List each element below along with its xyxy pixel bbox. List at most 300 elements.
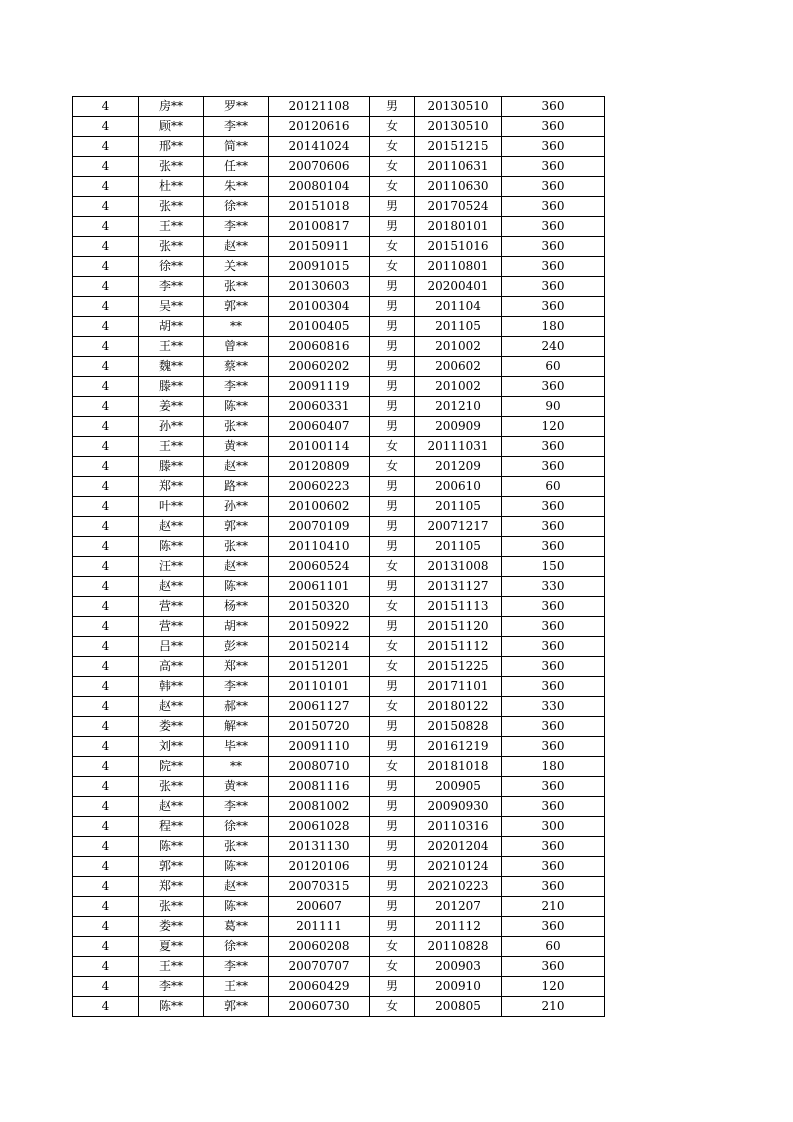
table-row: [73, 317, 605, 337]
start-date-cell: 20120616: [269, 117, 370, 137]
start-date-cell: 20120809: [269, 457, 370, 477]
name-cell: 李**: [139, 277, 204, 297]
gender-cell: 女: [370, 117, 415, 137]
end-date-cell: 201112: [415, 917, 502, 937]
start-date-cell: 20100817: [269, 217, 370, 237]
related-name-cell: 简**: [204, 137, 269, 157]
gender-cell: 男: [370, 977, 415, 997]
gender-cell: 女: [370, 157, 415, 177]
group-cell: 4: [73, 97, 139, 117]
name-cell: 娄**: [139, 717, 204, 737]
start-date-cell: 20150214: [269, 637, 370, 657]
days-cell: 120: [502, 417, 605, 437]
group-cell: 4: [73, 477, 139, 497]
gender-cell: 男: [370, 877, 415, 897]
group-cell: 4: [73, 917, 139, 937]
days-cell: 360: [502, 177, 605, 197]
name-cell: 王**: [139, 957, 204, 977]
gender-cell: 男: [370, 337, 415, 357]
group-cell: 4: [73, 937, 139, 957]
days-cell: 360: [502, 217, 605, 237]
end-date-cell: 20201204: [415, 837, 502, 857]
related-name-cell: 曾**: [204, 337, 269, 357]
start-date-cell: 20091119: [269, 377, 370, 397]
end-date-cell: 200910: [415, 977, 502, 997]
group-cell: 4: [73, 457, 139, 477]
days-cell: 360: [502, 157, 605, 177]
table-row: [73, 357, 605, 377]
days-cell: 210: [502, 997, 605, 1017]
related-name-cell: 郑**: [204, 657, 269, 677]
group-cell: 4: [73, 597, 139, 617]
gender-cell: 女: [370, 177, 415, 197]
days-cell: 360: [502, 497, 605, 517]
table-row: [73, 697, 605, 717]
group-cell: 4: [73, 397, 139, 417]
start-date-cell: 20151201: [269, 657, 370, 677]
gender-cell: 男: [370, 417, 415, 437]
group-cell: 4: [73, 437, 139, 457]
end-date-cell: 20151113: [415, 597, 502, 617]
records-table-body: [73, 97, 605, 1017]
table-row: [73, 97, 605, 117]
related-name-cell: 张**: [204, 837, 269, 857]
start-date-cell: 20100304: [269, 297, 370, 317]
days-cell: 360: [502, 277, 605, 297]
gender-cell: 男: [370, 517, 415, 537]
table-row: [73, 677, 605, 697]
end-date-cell: 200903: [415, 957, 502, 977]
group-cell: 4: [73, 817, 139, 837]
table-row: [73, 117, 605, 137]
name-cell: 滕**: [139, 377, 204, 397]
related-name-cell: 罗**: [204, 97, 269, 117]
start-date-cell: 20060202: [269, 357, 370, 377]
start-date-cell: 20120106: [269, 857, 370, 877]
related-name-cell: 徐**: [204, 817, 269, 837]
gender-cell: 女: [370, 257, 415, 277]
days-cell: 60: [502, 477, 605, 497]
end-date-cell: 20110828: [415, 937, 502, 957]
gender-cell: 女: [370, 957, 415, 977]
end-date-cell: 20071217: [415, 517, 502, 537]
related-name-cell: 赵**: [204, 457, 269, 477]
table-row: [73, 257, 605, 277]
gender-cell: 女: [370, 757, 415, 777]
name-cell: 王**: [139, 437, 204, 457]
table-row: [73, 817, 605, 837]
name-cell: 房**: [139, 97, 204, 117]
days-cell: 360: [502, 537, 605, 557]
end-date-cell: 20200401: [415, 277, 502, 297]
related-name-cell: 赵**: [204, 237, 269, 257]
group-cell: 4: [73, 377, 139, 397]
end-date-cell: 20131008: [415, 557, 502, 577]
name-cell: 郑**: [139, 477, 204, 497]
name-cell: 郭**: [139, 857, 204, 877]
gender-cell: 男: [370, 297, 415, 317]
days-cell: 360: [502, 877, 605, 897]
end-date-cell: 200905: [415, 777, 502, 797]
name-cell: 赵**: [139, 517, 204, 537]
table-row: [73, 437, 605, 457]
start-date-cell: 20060208: [269, 937, 370, 957]
end-date-cell: 20110631: [415, 157, 502, 177]
name-cell: 王**: [139, 217, 204, 237]
start-date-cell: 20061127: [269, 697, 370, 717]
related-name-cell: 郭**: [204, 997, 269, 1017]
end-date-cell: 20130510: [415, 117, 502, 137]
days-cell: 180: [502, 757, 605, 777]
name-cell: 姜**: [139, 397, 204, 417]
related-name-cell: 解**: [204, 717, 269, 737]
name-cell: 魏**: [139, 357, 204, 377]
table-row: [73, 377, 605, 397]
related-name-cell: 赵**: [204, 557, 269, 577]
start-date-cell: 20060429: [269, 977, 370, 997]
days-cell: 120: [502, 977, 605, 997]
gender-cell: 男: [370, 277, 415, 297]
start-date-cell: 20081116: [269, 777, 370, 797]
end-date-cell: 20151215: [415, 137, 502, 157]
gender-cell: 男: [370, 917, 415, 937]
gender-cell: 女: [370, 137, 415, 157]
related-name-cell: 朱**: [204, 177, 269, 197]
days-cell: 360: [502, 117, 605, 137]
table-row: [73, 417, 605, 437]
start-date-cell: 20080710: [269, 757, 370, 777]
table-row: [73, 977, 605, 997]
table-row: [73, 997, 605, 1017]
start-date-cell: 20070109: [269, 517, 370, 537]
start-date-cell: 20080104: [269, 177, 370, 197]
gender-cell: 男: [370, 357, 415, 377]
related-name-cell: 毕**: [204, 737, 269, 757]
group-cell: 4: [73, 797, 139, 817]
name-cell: 李**: [139, 977, 204, 997]
name-cell: 张**: [139, 777, 204, 797]
group-cell: 4: [73, 697, 139, 717]
table-row: [73, 217, 605, 237]
start-date-cell: 20130603: [269, 277, 370, 297]
name-cell: 程**: [139, 817, 204, 837]
related-name-cell: 陈**: [204, 397, 269, 417]
gender-cell: 女: [370, 237, 415, 257]
table-row: [73, 797, 605, 817]
end-date-cell: 20210124: [415, 857, 502, 877]
related-name-cell: **: [204, 757, 269, 777]
name-cell: 叶**: [139, 497, 204, 517]
days-cell: 300: [502, 817, 605, 837]
table-row: [73, 557, 605, 577]
table-row: [73, 757, 605, 777]
start-date-cell: 20110410: [269, 537, 370, 557]
name-cell: 张**: [139, 197, 204, 217]
days-cell: 60: [502, 937, 605, 957]
group-cell: 4: [73, 777, 139, 797]
table-row: [73, 737, 605, 757]
group-cell: 4: [73, 757, 139, 777]
name-cell: 刘**: [139, 737, 204, 757]
table-row: [73, 197, 605, 217]
gender-cell: 男: [370, 197, 415, 217]
gender-cell: 男: [370, 497, 415, 517]
start-date-cell: 20070707: [269, 957, 370, 977]
table-row: [73, 837, 605, 857]
table-row: [73, 517, 605, 537]
gender-cell: 女: [370, 997, 415, 1017]
table-row: [73, 617, 605, 637]
end-date-cell: 20181018: [415, 757, 502, 777]
group-cell: 4: [73, 997, 139, 1017]
end-date-cell: 200602: [415, 357, 502, 377]
end-date-cell: 201104: [415, 297, 502, 317]
related-name-cell: 赵**: [204, 877, 269, 897]
table-row: [73, 297, 605, 317]
days-cell: 360: [502, 957, 605, 977]
related-name-cell: 王**: [204, 977, 269, 997]
related-name-cell: 葛**: [204, 917, 269, 937]
end-date-cell: 201207: [415, 897, 502, 917]
start-date-cell: 20100405: [269, 317, 370, 337]
end-date-cell: 20110316: [415, 817, 502, 837]
days-cell: 360: [502, 517, 605, 537]
gender-cell: 男: [370, 837, 415, 857]
days-cell: 360: [502, 837, 605, 857]
gender-cell: 男: [370, 797, 415, 817]
table-row: [73, 397, 605, 417]
end-date-cell: 20110801: [415, 257, 502, 277]
table-row: [73, 497, 605, 517]
gender-cell: 男: [370, 817, 415, 837]
start-date-cell: 20150320: [269, 597, 370, 617]
group-cell: 4: [73, 737, 139, 757]
related-name-cell: 郭**: [204, 297, 269, 317]
start-date-cell: 20070315: [269, 877, 370, 897]
related-name-cell: 陈**: [204, 897, 269, 917]
table-row: [73, 957, 605, 977]
group-cell: 4: [73, 137, 139, 157]
related-name-cell: 张**: [204, 417, 269, 437]
group-cell: 4: [73, 897, 139, 917]
table-row: [73, 937, 605, 957]
related-name-cell: 路**: [204, 477, 269, 497]
table-row: [73, 477, 605, 497]
name-cell: 娄**: [139, 917, 204, 937]
days-cell: 330: [502, 577, 605, 597]
end-date-cell: 200805: [415, 997, 502, 1017]
end-date-cell: 20151016: [415, 237, 502, 257]
name-cell: 顾**: [139, 117, 204, 137]
name-cell: 郑**: [139, 877, 204, 897]
end-date-cell: 20151120: [415, 617, 502, 637]
related-name-cell: 黄**: [204, 437, 269, 457]
start-date-cell: 20091015: [269, 257, 370, 277]
days-cell: 360: [502, 617, 605, 637]
days-cell: 360: [502, 457, 605, 477]
table-row: [73, 537, 605, 557]
related-name-cell: 关**: [204, 257, 269, 277]
gender-cell: 男: [370, 217, 415, 237]
days-cell: 360: [502, 597, 605, 617]
days-cell: 90: [502, 397, 605, 417]
name-cell: 陈**: [139, 997, 204, 1017]
end-date-cell: 20131127: [415, 577, 502, 597]
end-date-cell: 20151112: [415, 637, 502, 657]
gender-cell: 男: [370, 577, 415, 597]
start-date-cell: 20060407: [269, 417, 370, 437]
days-cell: 360: [502, 237, 605, 257]
group-cell: 4: [73, 157, 139, 177]
table-row: [73, 137, 605, 157]
table-row: [73, 857, 605, 877]
end-date-cell: 200909: [415, 417, 502, 437]
days-cell: 360: [502, 437, 605, 457]
group-cell: 4: [73, 337, 139, 357]
records-table: [72, 96, 605, 1017]
gender-cell: 男: [370, 537, 415, 557]
table-row: [73, 337, 605, 357]
related-name-cell: 张**: [204, 277, 269, 297]
start-date-cell: 20150720: [269, 717, 370, 737]
gender-cell: 男: [370, 617, 415, 637]
name-cell: 孙**: [139, 417, 204, 437]
start-date-cell: 20150911: [269, 237, 370, 257]
table-row: [73, 917, 605, 937]
related-name-cell: 李**: [204, 217, 269, 237]
related-name-cell: 蔡**: [204, 357, 269, 377]
related-name-cell: 徐**: [204, 197, 269, 217]
start-date-cell: 201111: [269, 917, 370, 937]
table-row: [73, 597, 605, 617]
related-name-cell: 陈**: [204, 857, 269, 877]
table-row: [73, 897, 605, 917]
group-cell: 4: [73, 237, 139, 257]
days-cell: 360: [502, 197, 605, 217]
table-row: [73, 157, 605, 177]
group-cell: 4: [73, 517, 139, 537]
days-cell: 150: [502, 557, 605, 577]
days-cell: 360: [502, 377, 605, 397]
related-name-cell: 李**: [204, 117, 269, 137]
name-cell: 陈**: [139, 837, 204, 857]
name-cell: 夏**: [139, 937, 204, 957]
related-name-cell: **: [204, 317, 269, 337]
start-date-cell: 200607: [269, 897, 370, 917]
days-cell: 60: [502, 357, 605, 377]
group-cell: 4: [73, 417, 139, 437]
related-name-cell: 李**: [204, 377, 269, 397]
start-date-cell: 20060331: [269, 397, 370, 417]
related-name-cell: 胡**: [204, 617, 269, 637]
start-date-cell: 20091110: [269, 737, 370, 757]
days-cell: 360: [502, 677, 605, 697]
group-cell: 4: [73, 877, 139, 897]
end-date-cell: 20090930: [415, 797, 502, 817]
end-date-cell: 20150828: [415, 717, 502, 737]
related-name-cell: 孙**: [204, 497, 269, 517]
days-cell: 360: [502, 737, 605, 757]
start-date-cell: 20121108: [269, 97, 370, 117]
table-row: [73, 237, 605, 257]
name-cell: 韩**: [139, 677, 204, 697]
end-date-cell: 20161219: [415, 737, 502, 757]
name-cell: 营**: [139, 597, 204, 617]
name-cell: 赵**: [139, 577, 204, 597]
gender-cell: 男: [370, 97, 415, 117]
gender-cell: 男: [370, 717, 415, 737]
end-date-cell: 200610: [415, 477, 502, 497]
days-cell: 360: [502, 917, 605, 937]
days-cell: 360: [502, 857, 605, 877]
start-date-cell: 20060223: [269, 477, 370, 497]
gender-cell: 男: [370, 377, 415, 397]
table-row: [73, 277, 605, 297]
group-cell: 4: [73, 957, 139, 977]
group-cell: 4: [73, 497, 139, 517]
gender-cell: 女: [370, 557, 415, 577]
start-date-cell: 20081002: [269, 797, 370, 817]
gender-cell: 男: [370, 677, 415, 697]
gender-cell: 男: [370, 897, 415, 917]
gender-cell: 女: [370, 457, 415, 477]
start-date-cell: 20110101: [269, 677, 370, 697]
end-date-cell: 201210: [415, 397, 502, 417]
days-cell: 360: [502, 717, 605, 737]
name-cell: 王**: [139, 337, 204, 357]
group-cell: 4: [73, 977, 139, 997]
days-cell: 360: [502, 797, 605, 817]
end-date-cell: 201002: [415, 377, 502, 397]
end-date-cell: 201105: [415, 537, 502, 557]
gender-cell: 女: [370, 597, 415, 617]
start-date-cell: 20060524: [269, 557, 370, 577]
table-row: [73, 877, 605, 897]
gender-cell: 女: [370, 697, 415, 717]
gender-cell: 男: [370, 777, 415, 797]
related-name-cell: 张**: [204, 537, 269, 557]
related-name-cell: 杨**: [204, 597, 269, 617]
related-name-cell: 陈**: [204, 577, 269, 597]
end-date-cell: 20180122: [415, 697, 502, 717]
end-date-cell: 20210223: [415, 877, 502, 897]
group-cell: 4: [73, 577, 139, 597]
name-cell: 赵**: [139, 797, 204, 817]
gender-cell: 男: [370, 317, 415, 337]
name-cell: 院**: [139, 757, 204, 777]
group-cell: 4: [73, 357, 139, 377]
gender-cell: 女: [370, 657, 415, 677]
name-cell: 高**: [139, 657, 204, 677]
table-row: [73, 777, 605, 797]
days-cell: 360: [502, 297, 605, 317]
days-cell: 360: [502, 657, 605, 677]
name-cell: 吕**: [139, 637, 204, 657]
name-cell: 滕**: [139, 457, 204, 477]
related-name-cell: 任**: [204, 157, 269, 177]
name-cell: 杜**: [139, 177, 204, 197]
gender-cell: 男: [370, 397, 415, 417]
name-cell: 赵**: [139, 697, 204, 717]
group-cell: 4: [73, 217, 139, 237]
end-date-cell: 20130510: [415, 97, 502, 117]
end-date-cell: 20180101: [415, 217, 502, 237]
end-date-cell: 20111031: [415, 437, 502, 457]
name-cell: 徐**: [139, 257, 204, 277]
group-cell: 4: [73, 317, 139, 337]
name-cell: 吴**: [139, 297, 204, 317]
related-name-cell: 郭**: [204, 517, 269, 537]
